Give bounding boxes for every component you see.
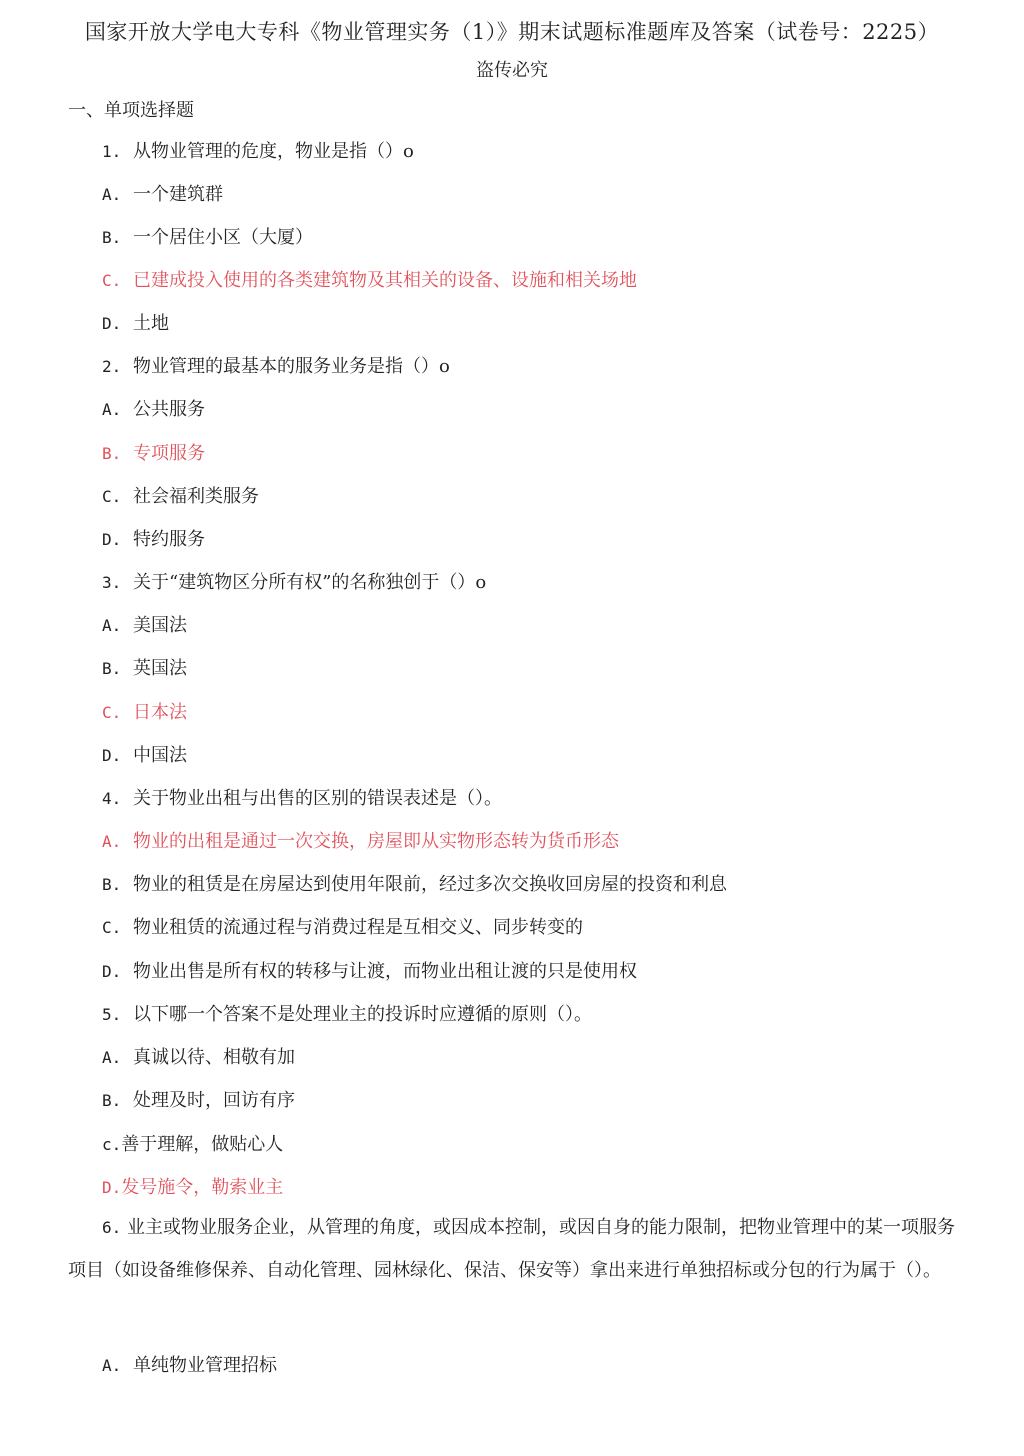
option-text: 社会福利类服务 xyxy=(133,486,259,507)
option-text: 物业出售是所有权的转移与让渡，而物业出租让渡的只是使用权 xyxy=(133,961,637,982)
option-label: B. xyxy=(102,444,122,463)
question-number: 1. xyxy=(102,142,122,161)
option-text: 英国法 xyxy=(133,658,187,679)
question-6 xyxy=(68,1206,958,1292)
option-5d-correct xyxy=(102,1173,283,1199)
question-number: 5. xyxy=(102,1005,122,1024)
option-text: 物业的租赁是在房屋达到使用年限前，经过多次交换收回房屋的投资和利息 xyxy=(133,874,727,895)
option-text: 特约服务 xyxy=(133,529,205,550)
option-6a xyxy=(102,1351,277,1377)
question-text: 关于物业出租与出售的区别的错误表述是（）。 xyxy=(133,788,502,809)
question-text: 从物业管理的危度，物业是指（）o xyxy=(133,141,414,162)
option-4a-correct xyxy=(102,827,619,853)
option-2a xyxy=(102,395,205,421)
question-4 xyxy=(102,784,502,810)
option-3c-correct xyxy=(102,698,187,724)
option-text: 物业的出租是通过一次交换，房屋即从实物形态转为货币形态 xyxy=(133,831,619,852)
question-text: 业主或物业服务企业，从管理的角度，或因成本控制，或因自身的能力限制，把物业管理中的某一项服务项目（如设备维修保养、自动化管理、园林绿化、保洁、保安等）拿出来进行单独招标或分包的行为属于（）。 xyxy=(68,1217,955,1281)
option-4b xyxy=(102,870,727,896)
option-text: 物业租赁的流通过程与消费过程是互相交义、同步转变的 xyxy=(133,917,583,938)
option-label: B. xyxy=(102,228,122,247)
option-text: 公共服务 xyxy=(133,399,205,420)
question-2 xyxy=(102,352,450,378)
option-2c xyxy=(102,482,259,508)
option-label: A. xyxy=(102,832,122,851)
option-3a xyxy=(102,611,187,637)
option-text: 日本法 xyxy=(133,702,187,723)
option-text: 美国法 xyxy=(133,615,187,636)
question-text: 以下哪一个答案不是处理业主的投诉时应遵循的原则（）。 xyxy=(133,1004,592,1025)
question-number: 2. xyxy=(102,357,122,376)
question-number: 4. xyxy=(102,789,122,808)
question-3 xyxy=(102,568,486,594)
option-text: 一个居住小区（大厦） xyxy=(133,227,313,248)
option-label: A. xyxy=(102,1356,122,1375)
option-label: C. xyxy=(102,918,122,937)
document-subtitle: 盗传必究 xyxy=(476,60,548,81)
document-title: 国家开放大学电大专科《物业管理实务（1）》期末试题标准题库及答案（试卷号：2225） xyxy=(84,20,940,44)
question-5 xyxy=(102,1000,592,1026)
option-label: A. xyxy=(102,185,122,204)
option-label: A. xyxy=(102,616,122,635)
option-text: 已建成投入使用的各类建筑物及其相关的设备、设施和相关场地 xyxy=(133,270,637,291)
option-2b-correct xyxy=(102,439,205,465)
option-5c xyxy=(102,1130,283,1156)
option-3d xyxy=(102,741,187,767)
option-label: A. xyxy=(102,1048,122,1067)
option-text: 土地 xyxy=(133,313,169,334)
option-text: 一个建筑群 xyxy=(133,184,223,205)
question-number: 6. xyxy=(102,1218,122,1237)
option-5a xyxy=(102,1043,295,1069)
option-label: C. xyxy=(102,703,122,722)
option-label: D. xyxy=(102,746,122,765)
question-number: 3. xyxy=(102,573,122,592)
option-5b xyxy=(102,1086,295,1112)
option-text: 发号施令，勒索业主 xyxy=(121,1177,284,1198)
option-label: D. xyxy=(102,314,122,333)
option-1d xyxy=(102,309,169,335)
option-1c-correct xyxy=(102,266,637,292)
section-heading: 一、单项选择题 xyxy=(68,100,194,121)
option-label: B. xyxy=(102,659,122,678)
option-label: D. xyxy=(102,962,122,981)
option-1b xyxy=(102,223,313,249)
option-label: C. xyxy=(102,487,122,506)
option-text: 真诚以待、相敬有加 xyxy=(133,1047,295,1068)
question-text: 关于“建筑物区分所有权”的名称独创于（）o xyxy=(133,572,487,593)
option-text: 处理及时，回访有序 xyxy=(133,1090,295,1111)
question-1 xyxy=(102,137,414,163)
option-4d xyxy=(102,957,637,983)
option-label: C. xyxy=(102,271,122,290)
option-label: A. xyxy=(102,400,122,419)
option-label: D. xyxy=(102,1178,122,1197)
option-text: 中国法 xyxy=(133,745,187,766)
option-label: D. xyxy=(102,530,122,549)
option-label: B. xyxy=(102,1091,122,1110)
option-3b xyxy=(102,654,187,680)
option-4c xyxy=(102,913,583,939)
question-text: 物业管理的最基本的服务业务是指（）o xyxy=(133,356,450,377)
option-2d xyxy=(102,525,205,551)
option-text: 善于理解，做贴心人 xyxy=(121,1134,284,1155)
option-1a xyxy=(102,180,223,206)
option-label: B. xyxy=(102,875,122,894)
option-text: 专项服务 xyxy=(133,443,205,464)
option-text: 单纯物业管理招标 xyxy=(133,1355,277,1376)
option-label: c. xyxy=(102,1135,122,1154)
